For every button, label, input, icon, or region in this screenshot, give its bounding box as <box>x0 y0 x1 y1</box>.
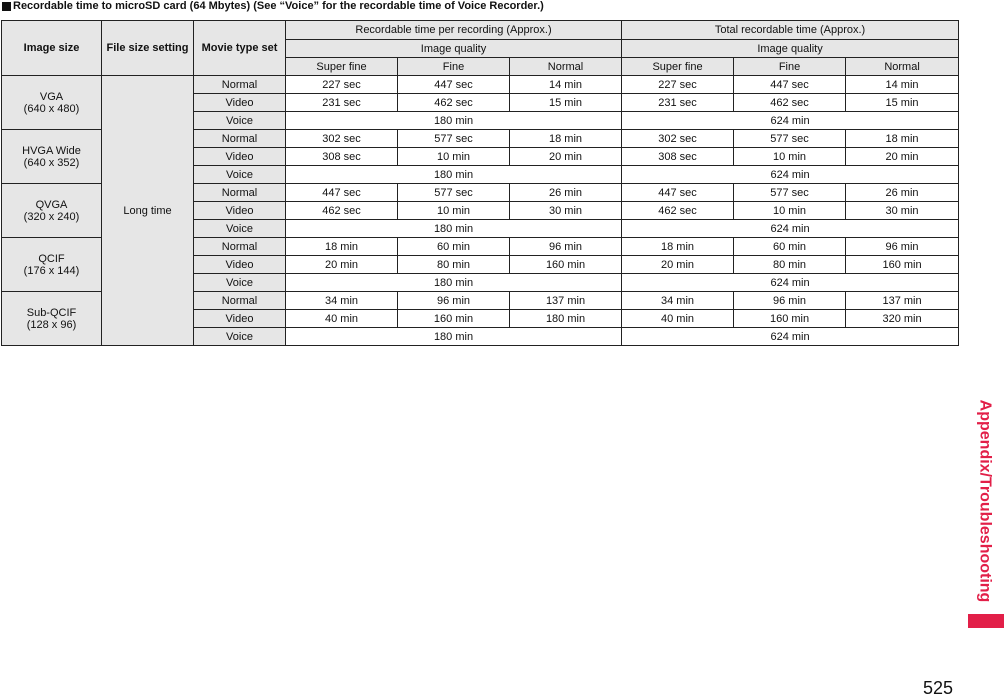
voice-total-cell: 624 min <box>622 274 959 292</box>
page-number: 525 <box>923 678 954 698</box>
time-cell: 30 min <box>510 202 622 220</box>
time-cell: 14 min <box>510 76 622 94</box>
time-cell: 320 min <box>846 310 959 328</box>
header-total-recordable: Total recordable time (Approx.) <box>622 21 959 40</box>
time-cell: 40 min <box>286 310 398 328</box>
caption-text: Recordable time to microSD card (64 Mbytes) (See “Voice” for the recordable time of Voice Recorder.) <box>13 0 544 12</box>
time-cell: 10 min <box>398 148 510 166</box>
image-size-cell <box>2 184 102 238</box>
image-size-dims: (640 x 352) <box>23 156 80 169</box>
time-cell: 80 min <box>398 256 510 274</box>
image-size-name: QCIF <box>38 252 65 265</box>
time-cell: 447 sec <box>286 184 398 202</box>
image-size-cell <box>2 130 102 184</box>
time-cell: 20 min <box>622 256 734 274</box>
time-cell: 10 min <box>734 202 846 220</box>
voice-total-cell: 624 min <box>622 112 959 130</box>
image-size-dims: (640 x 480) <box>23 102 80 115</box>
table-caption <box>2 0 544 12</box>
time-cell: 14 min <box>846 76 959 94</box>
voice-time-cell: 180 min <box>286 274 622 292</box>
movie-type-cell: Voice <box>194 220 286 238</box>
time-cell: 227 sec <box>622 76 734 94</box>
recordable-time-table <box>1 20 959 346</box>
header-movie-type-set: Movie type set <box>194 21 286 76</box>
time-cell: 18 min <box>286 238 398 256</box>
time-cell: 447 sec <box>398 76 510 94</box>
header-quality-normal: Normal <box>510 58 622 76</box>
image-size-name: VGA <box>39 90 64 103</box>
movie-type-cell: Video <box>194 256 286 274</box>
header-image-quality: Image quality <box>286 40 622 58</box>
time-cell: 60 min <box>734 238 846 256</box>
movie-type-cell: Voice <box>194 166 286 184</box>
time-cell: 20 min <box>846 148 959 166</box>
table-row <box>2 76 959 94</box>
time-cell: 20 min <box>510 148 622 166</box>
time-cell: 34 min <box>286 292 398 310</box>
file-size-setting-cell: Long time <box>102 76 194 346</box>
image-size-name: HVGA Wide <box>22 144 81 157</box>
side-tab-label: Appendix/Troubleshooting <box>976 399 994 603</box>
header-image-size: Image size <box>2 21 102 76</box>
image-size-dims: (320 x 240) <box>23 210 80 223</box>
voice-time-cell: 180 min <box>286 166 622 184</box>
time-cell: 462 sec <box>734 94 846 112</box>
header-quality-normal: Normal <box>846 58 959 76</box>
image-size-cell <box>2 238 102 292</box>
time-cell: 447 sec <box>734 76 846 94</box>
time-cell: 137 min <box>510 292 622 310</box>
movie-type-cell: Voice <box>194 112 286 130</box>
voice-time-cell: 180 min <box>286 112 622 130</box>
header-quality-fine: Fine <box>398 58 510 76</box>
movie-type-cell: Video <box>194 94 286 112</box>
header-quality-super-fine: Super fine <box>286 58 398 76</box>
time-cell: 30 min <box>846 202 959 220</box>
time-cell: 227 sec <box>286 76 398 94</box>
image-size-dims: (176 x 144) <box>23 264 80 277</box>
time-cell: 20 min <box>286 256 398 274</box>
time-cell: 10 min <box>734 148 846 166</box>
movie-type-cell: Voice <box>194 274 286 292</box>
voice-total-cell: 624 min <box>622 166 959 184</box>
time-cell: 80 min <box>734 256 846 274</box>
movie-type-cell: Normal <box>194 130 286 148</box>
section-side-tab <box>966 381 1003 621</box>
time-cell: 60 min <box>398 238 510 256</box>
time-cell: 10 min <box>398 202 510 220</box>
time-cell: 26 min <box>846 184 959 202</box>
time-cell: 160 min <box>846 256 959 274</box>
movie-type-cell: Video <box>194 148 286 166</box>
time-cell: 302 sec <box>622 130 734 148</box>
time-cell: 308 sec <box>622 148 734 166</box>
time-cell: 137 min <box>846 292 959 310</box>
time-cell: 180 min <box>510 310 622 328</box>
time-cell: 577 sec <box>734 184 846 202</box>
movie-type-cell: Normal <box>194 184 286 202</box>
time-cell: 577 sec <box>734 130 846 148</box>
square-bullet-icon <box>2 2 11 11</box>
time-cell: 15 min <box>510 94 622 112</box>
time-cell: 96 min <box>398 292 510 310</box>
time-cell: 26 min <box>510 184 622 202</box>
time-cell: 231 sec <box>622 94 734 112</box>
time-cell: 96 min <box>510 238 622 256</box>
movie-type-cell: Voice <box>194 328 286 346</box>
time-cell: 462 sec <box>622 202 734 220</box>
voice-total-cell: 624 min <box>622 328 959 346</box>
image-size-name: Sub-QCIF <box>26 306 77 319</box>
image-size-cell <box>2 76 102 130</box>
image-size-name: QVGA <box>35 198 68 211</box>
movie-type-cell: Video <box>194 202 286 220</box>
time-cell: 18 min <box>622 238 734 256</box>
voice-time-cell: 180 min <box>286 220 622 238</box>
time-cell: 96 min <box>846 238 959 256</box>
movie-type-cell: Normal <box>194 76 286 94</box>
header-file-size-setting: File size setting <box>102 21 194 76</box>
time-cell: 231 sec <box>286 94 398 112</box>
time-cell: 18 min <box>510 130 622 148</box>
header-quality-fine: Fine <box>734 58 846 76</box>
header-image-quality: Image quality <box>622 40 959 58</box>
time-cell: 160 min <box>398 310 510 328</box>
image-size-cell <box>2 292 102 346</box>
time-cell: 447 sec <box>622 184 734 202</box>
time-cell: 160 min <box>510 256 622 274</box>
image-size-dims: (128 x 96) <box>26 318 77 331</box>
time-cell: 302 sec <box>286 130 398 148</box>
voice-total-cell: 624 min <box>622 220 959 238</box>
time-cell: 462 sec <box>286 202 398 220</box>
time-cell: 577 sec <box>398 130 510 148</box>
header-quality-super-fine: Super fine <box>622 58 734 76</box>
time-cell: 40 min <box>622 310 734 328</box>
movie-type-cell: Normal <box>194 292 286 310</box>
voice-time-cell: 180 min <box>286 328 622 346</box>
time-cell: 462 sec <box>398 94 510 112</box>
time-cell: 160 min <box>734 310 846 328</box>
time-cell: 34 min <box>622 292 734 310</box>
section-marker-bar <box>968 614 1004 628</box>
time-cell: 18 min <box>846 130 959 148</box>
time-cell: 96 min <box>734 292 846 310</box>
time-cell: 15 min <box>846 94 959 112</box>
header-per-recording: Recordable time per recording (Approx.) <box>286 21 622 40</box>
time-cell: 577 sec <box>398 184 510 202</box>
time-cell: 308 sec <box>286 148 398 166</box>
movie-type-cell: Normal <box>194 238 286 256</box>
movie-type-cell: Video <box>194 310 286 328</box>
